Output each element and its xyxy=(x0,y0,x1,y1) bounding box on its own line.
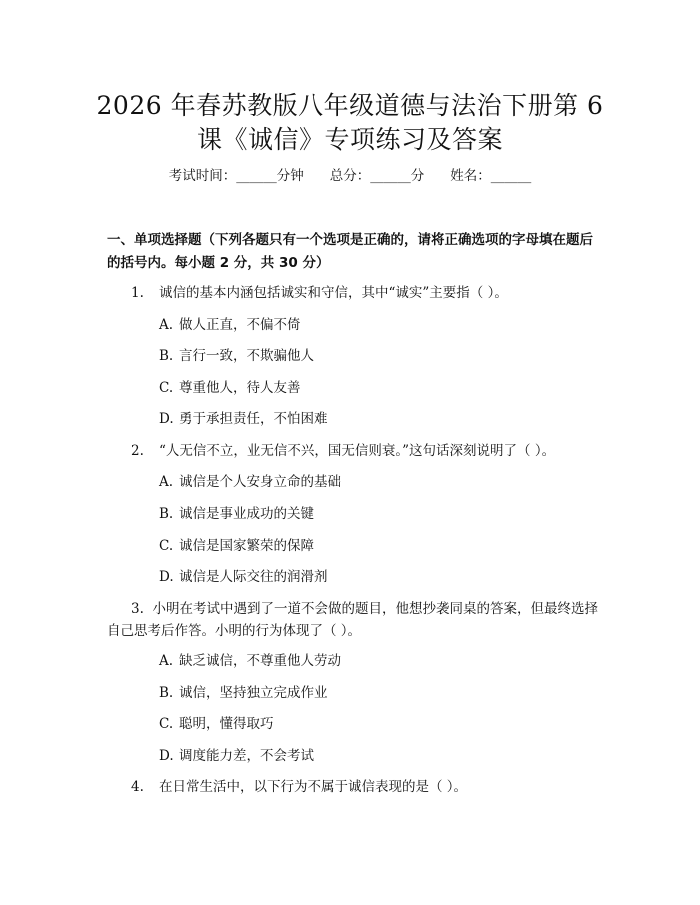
option-text: 聪明，懂得取巧 xyxy=(179,716,274,732)
option-text: 做人正直，不偏不倚 xyxy=(179,317,301,333)
question-text: “人无信不立，业无信不兴，国无信则衰。”这句话深刻说明了（ ）。 xyxy=(159,443,556,459)
option xyxy=(159,378,301,398)
option-text: 诚信，坚持独立完成作业 xyxy=(179,685,328,701)
document-title-line-1: 2026 年春苏教版八年级道德与法治下册第 6 xyxy=(96,91,604,120)
option-letter: B. xyxy=(159,348,174,364)
total-score-label: 总分：______分 xyxy=(329,168,425,184)
option xyxy=(159,504,314,524)
option-text: 勇于承担责任，不怕困难 xyxy=(179,411,328,427)
option xyxy=(159,409,328,429)
option-letter: D. xyxy=(159,748,174,764)
option xyxy=(159,536,314,556)
option-text: 诚信是国家繁荣的保障 xyxy=(179,538,314,554)
student-name-label: 姓名：______ xyxy=(450,168,532,184)
document-title-line-2: 课《诚信》专项练习及答案 xyxy=(196,125,503,154)
question-number: 1. xyxy=(131,285,144,301)
question-text: 在日常生活中，以下行为不属于诚信表现的是（ ）。 xyxy=(159,779,468,795)
option-text: 诚信是人际交往的润滑剂 xyxy=(179,569,328,585)
exam-time-label: 考试时间：______分钟 xyxy=(168,168,304,184)
exam-info xyxy=(0,166,700,186)
option xyxy=(159,683,328,703)
option xyxy=(159,315,301,335)
option-letter: B. xyxy=(159,685,174,701)
option-letter: C. xyxy=(159,380,174,396)
option xyxy=(159,346,314,366)
question-number: 4. xyxy=(131,779,144,795)
option-text: 言行一致，不欺骗他人 xyxy=(179,348,314,364)
option-text: 尊重他人，待人友善 xyxy=(179,380,301,396)
section-heading: 一、单项选择题（下列各题只有一个选项是正确的，请将正确选项的字母填在题后的括号内。每小题 2 分，共 30 分） xyxy=(107,232,593,271)
option xyxy=(159,714,274,734)
option xyxy=(159,472,341,492)
question-number: 2. xyxy=(131,443,144,459)
question-number: 3. xyxy=(131,601,144,617)
question-text: 小明在考试中遇到了一道不会做的题目，他想抄袭同桌的答案，但最终选择自己思考后作答。小明的行为体现了（ ）。 xyxy=(107,601,598,639)
option xyxy=(159,746,314,766)
question-paragraph xyxy=(107,598,603,642)
option-letter: A. xyxy=(159,653,174,669)
option-text: 诚信是事业成功的关键 xyxy=(179,506,314,522)
option xyxy=(159,651,341,671)
option xyxy=(159,567,328,587)
option-letter: C. xyxy=(159,716,174,732)
option-letter: D. xyxy=(159,569,174,585)
option-letter: C. xyxy=(159,538,174,554)
option-letter: A. xyxy=(159,317,174,333)
option-text: 缺乏诚信，不尊重他人劳动 xyxy=(179,653,341,669)
option-text: 诚信是个人安身立命的基础 xyxy=(179,474,341,490)
option-letter: B. xyxy=(159,506,174,522)
option-letter: D. xyxy=(159,411,174,427)
question-text: 诚信的基本内涵包括诚实和守信，其中“诚实”主要指（ ）。 xyxy=(159,285,508,301)
option-letter: A. xyxy=(159,474,174,490)
option-text: 调度能力差，不会考试 xyxy=(179,748,314,764)
